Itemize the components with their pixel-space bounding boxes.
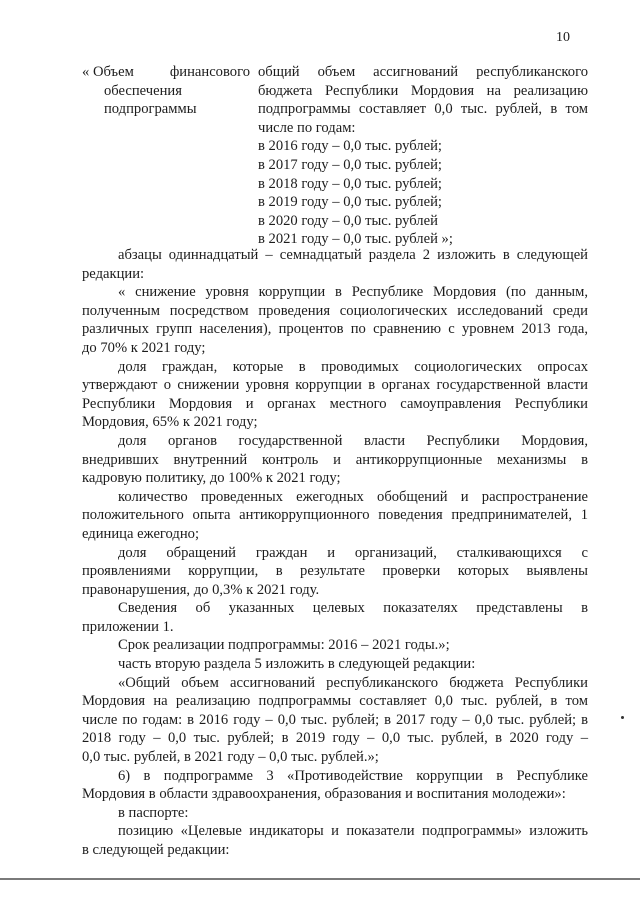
passport-label-line: обеспечения [104,82,182,99]
paragraph [82,544,588,600]
paragraph-line: 0,0 тыс. рублей, в 2021 году – 0,0 тыс. рублей.»; [82,749,379,766]
paragraph [82,488,588,544]
paragraph-line: количество проведенных ежегодных обобщений и распространение [118,488,588,505]
passport-label-word: финансового [169,64,250,80]
paragraph-line: доля обращений граждан и организаций, сталкивающихся с [118,544,588,561]
paragraph-line: доля органов государственной власти Республики Мордовия, [118,432,588,449]
passport-label-word: « Объем [82,64,134,80]
paragraph-line: проявлениями коррупции, в результате проверки которых выявлены [82,563,588,580]
paragraph [82,432,588,488]
passport-value-line: бюджета Республики Мордовия на реализацию [258,82,588,99]
paragraph-line: Срок реализации подпрограммы: 2016 – 2021 годы.»; [118,637,450,654]
passport-label-line [82,63,250,82]
paragraph-line: полученным посредством проведения социологических исследований среди [82,302,588,319]
paragraph-line: в паспорте: [118,804,189,821]
document-body [82,246,588,860]
paragraph-line: числе по годам: в 2016 году – 0,0 тыс. рублей; в 2017 году – 0,0 тыс. рублей; в [82,711,588,728]
paragraph-line: внедривших внутренний контроль и антикоррупционные механизмы в [82,451,588,468]
paragraph-line: единица ежегодно; [82,525,200,542]
paragraph-line: «Общий объем ассигнований республиканского бюджета Республики [118,674,588,691]
page-number: 10 [556,30,570,45]
passport-value-line: числе по годам: [258,119,356,136]
paragraph-line: Республики Мордовия и органах местного самоуправления Республики [82,395,588,412]
paragraph [82,636,588,655]
paragraph [82,246,588,283]
paragraph-line: абзацы одиннадцатый – семнадцатый раздела 2 изложить в следующей [118,247,588,263]
paragraph-line: правонарушения, до 0,3% к 2021 году. [82,581,320,598]
paragraph-line: различных групп населения), процентов по сравнению с уровнем 2013 года, [82,321,588,338]
paragraph [82,804,588,823]
scan-speck [621,716,624,719]
paragraph-line: утверждают о снижении уровня коррупции в органах государственной власти [82,377,588,394]
paragraph-line: положительного опыта антикоррупционного поведения предпринимателей, 1 [82,507,588,524]
paragraph-line: 2018 году – 0,0 тыс. рублей; в 2019 году – 0,0 тыс. рублей, в 2020 году – [82,730,588,747]
paragraph-line: приложении 1. [82,618,174,635]
paragraph-line: « снижение уровня коррупции в Республике Мордовия (по данным, [118,284,588,301]
paragraph [82,599,588,636]
passport-value-cell [258,63,588,249]
paragraph-line: Мордовия на реализацию подпрограммы составляет 0,0 тыс. рублей, в том [82,693,588,710]
passport-value-line: общий объем ассигнований республиканского [258,64,588,80]
paragraph [82,358,588,432]
paragraph [82,655,588,674]
paragraph-line: позицию «Целевые индикаторы и показатели подпрограммы» изложить [118,823,588,840]
paragraph-line: Мордовия в области здравоохранения, образования и воспитания молодежи»: [82,786,566,803]
paragraph-line: часть вторую раздела 5 изложить в следующей редакции: [118,656,476,673]
paragraph-line: в следующей редакции: [82,842,230,858]
paragraph-line: редакции: [82,265,145,282]
paragraph-line: Мордовия, 65% к 2021 году; [82,414,258,431]
passport-value-line: в 2016 году – 0,0 тыс. рублей; [258,138,442,155]
paragraph [82,283,588,357]
paragraph [82,674,588,767]
passport-value-line: в 2020 году – 0,0 тыс. рублей [258,212,438,229]
paragraph [82,767,588,804]
paragraph [82,822,588,859]
paragraph-line: 6) в подпрограмме 3 «Противодействие коррупции в Республике [118,767,588,784]
passport-value-line: в 2019 году – 0,0 тыс. рублей; [258,194,442,211]
passport-value-line: в 2017 году – 0,0 тыс. рублей; [258,156,442,173]
page-bottom-edge [0,878,640,880]
paragraph-line: кадровую политику, до 100% к 2021 году; [82,470,341,487]
paragraph-line: Сведения об указанных целевых показателях представлены в [118,600,588,617]
paragraph-line: доля граждан, которые в проводимых социологических опросах [118,358,588,375]
passport-value-line: подпрограммы составляет 0,0 тыс. рублей, в том [258,101,588,118]
passport-label-cell [82,63,250,119]
passport-value-line: в 2021 году – 0,0 тыс. рублей »; [258,231,453,248]
passport-label-line: подпрограммы [104,101,197,118]
paragraph-line: до 70% к 2021 году; [82,339,206,356]
passport-value-line: в 2018 году – 0,0 тыс. рублей; [258,175,442,192]
